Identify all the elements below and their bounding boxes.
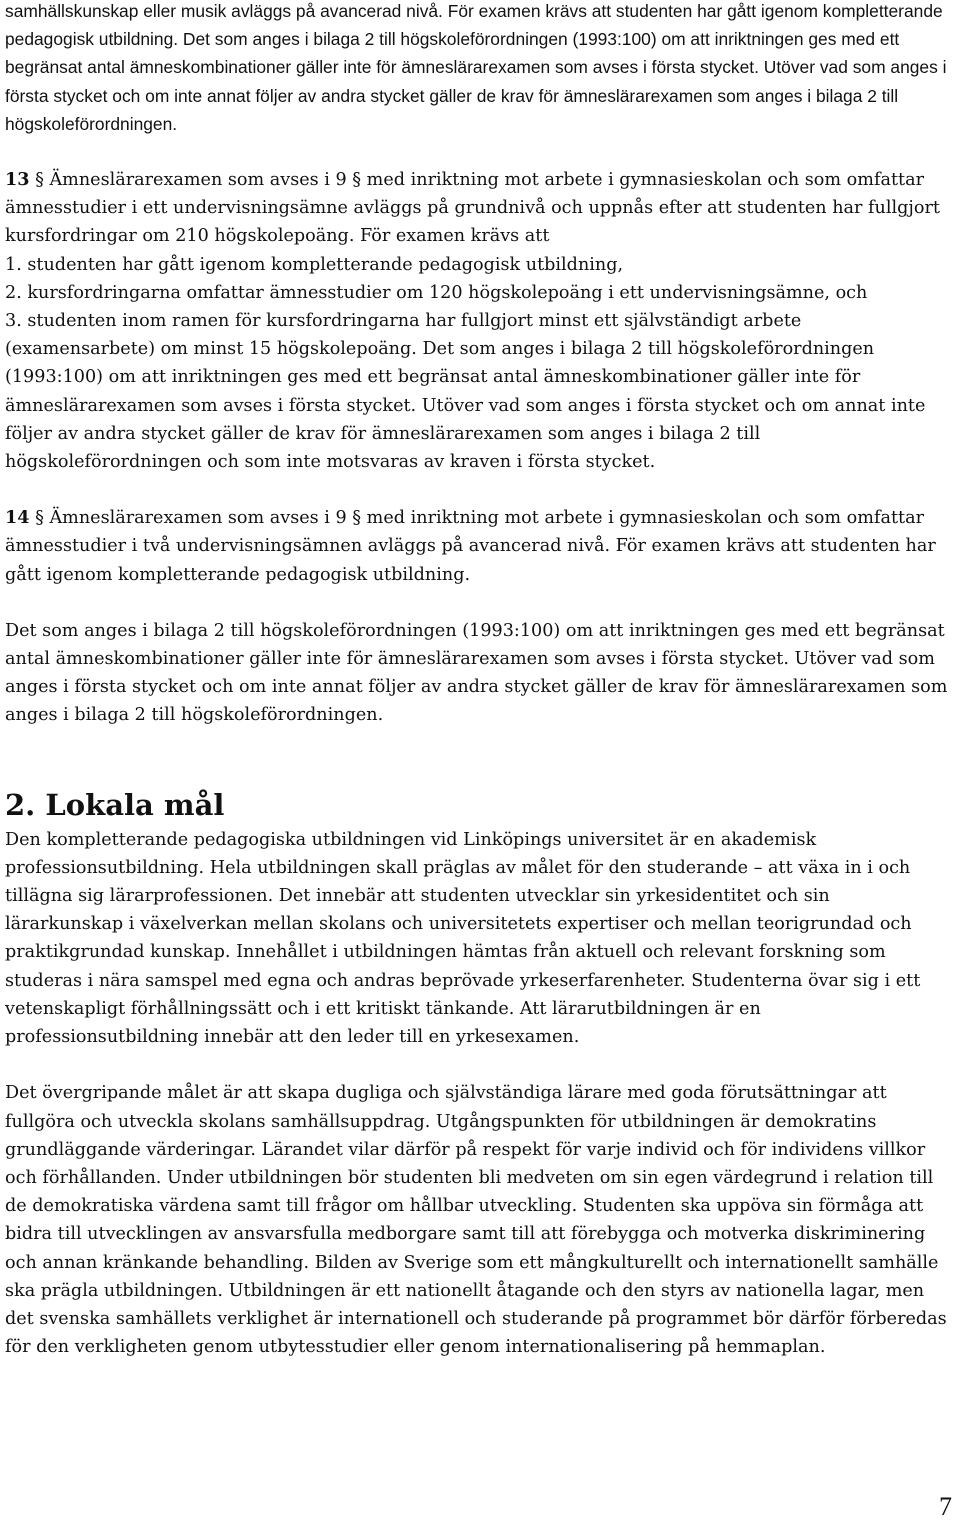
- spacer: [5, 589, 953, 617]
- section-13: [5, 166, 953, 476]
- list-item: 1. studenten har gått igenom kompletterande pedagogisk utbildning,: [5, 254, 624, 275]
- spacer: [5, 476, 953, 504]
- paragraph-continuation: samhällskunskap eller musik avläggs på avancerad nivå. För examen krävs att studenten har gått igenom kompletterande pedagogisk utbildning. Det som anges i bilaga 2 till högskoleförordningen (1993:100) om att inriktningen ges med ett begränsat antal ämneskombinationer gäller inte för ämneslärarexamen som avses i första stycket. Utöver vad som anges i första stycket och om inte annat följer av andra stycket gäller de krav för ämneslärarexamen som anges i bilaga 2 till högskoleförordningen.: [5, 1, 947, 134]
- section-14-text: § Ämneslärarexamen som avses i 9 § med inriktning mot arbete i gymnasieskolan och som omfattar ämnesstudier i två undervisningsämnen avläggs på avancerad nivå. För examen krävs att studenten har gått igenom kompletterande pedagogisk utbildning.: [5, 508, 936, 585]
- spacer: [5, 1051, 953, 1079]
- list-item: 2. kursfordringarna omfattar ämnesstudier om 120 högskolepoäng i ett undervisningsämne, och: [5, 282, 868, 303]
- spacer: [5, 138, 953, 166]
- paragraph-bilaga: Det som anges i bilaga 2 till högskoleförordningen (1993:100) om att inriktningen ges med ett begränsat antal ämneskombinationer gäller inte för ämneslärarexamen som avses i första stycket. Utöver vad som anges i första stycket och om inte annat följer av andra stycket gäller de krav för ämneslärarexamen som anges i bilaga 2 till högskoleförordningen.: [5, 620, 948, 726]
- paragraph-overall-goal: Det övergripande målet är att skapa dugliga och självständiga lärare med goda förutsättningar att fullgöra och utveckla skolans samhällsuppdrag. Utgångspunkten för utbildningen är demokratins grundläggande värderingar. Lärandet vilar därför på respekt för varje individ och för individens villkor och förhållanden. Under utbildningen bör studenten bli medveten om sin egen värdegrund i relation till de demokratiska värdena samt till frågor om hållbar utveckling. Studenten ska uppöva sin förmåga att bidra till utvecklingen av ansvarsfulla medborgare samt till att förebygga och motverka diskriminering och annan kränkande behandling. Bilden av Sverige som ett mångkulturellt och internationellt samhälle ska prägla utbildningen. Utbildningen är ett nationellt åtagande och den styrs av nationella lagar, men det svenska samhällets verklighet är internationell och studerande på programmet bör därför förberedas för den verkligheten genom utbytesstudier eller genom internationalisering på hemmaplan.: [5, 1083, 947, 1358]
- page-number: 7: [939, 1492, 952, 1521]
- section-14: [5, 504, 953, 589]
- section-13-intro: § Ämneslärarexamen som avses i 9 § med inriktning mot arbete i gymnasieskolan och som omfattar ämnesstudier i ett undervisningsämne avläggs på grundnivå och uppnås efter att studenten har fullgjort kursfordringar om 210 högskolepoäng. För examen krävs att: [5, 170, 940, 247]
- list-item: 3. studenten inom ramen för kursfordringarna har fullgjort minst ett självständigt arbete (examensarbete) om minst 15 högskolepoäng. Det som anges i bilaga 2 till högskoleförordningen (1993:100) om att inriktningen ges med ett begränsat antal ämneskombinationer gäller inte för ämneslärarexamen som avses i första stycket. Utöver vad som anges i första stycket och om annat inte följer av andra stycket gäller de krav för ämneslärarexamen som anges i bilaga 2 till högskoleförordningen och som inte motsvaras av kraven i första stycket.: [5, 311, 926, 473]
- document-page: [5, 0, 953, 1361]
- section-number: 14: [5, 507, 30, 529]
- section-number: 13: [5, 169, 30, 191]
- spacer: [5, 730, 953, 788]
- paragraph-local-goals: Den kompletterande pedagogiska utbildningen vid Linköpings universitet är en akademisk professionsutbildning. Hela utbildningen skall präglas av målet för den studerande – att växa in i och tillägna sig lärarprofessionen. Det innebär att studenten utvecklar sin yrkesidentitet och sin lärarkunskap i växelverkan mellan skolans och universitetets expertiser och mellan teorigrundad och praktikgrundad kunskap. Innehållet i utbildningen hämtas från aktuell och relevant forskning som studeras i nära samspel med egna och andras beprövade yrkeserfarenheter. Studenterna övar sig i ett vetenskapligt förhållningssätt och i ett kritiskt tänkande. Att lärarutbildningen är en professionsutbildning innebär att den leder till en yrkesexamen.: [5, 829, 921, 1048]
- section-heading: 2. Lokala mål: [5, 787, 225, 822]
